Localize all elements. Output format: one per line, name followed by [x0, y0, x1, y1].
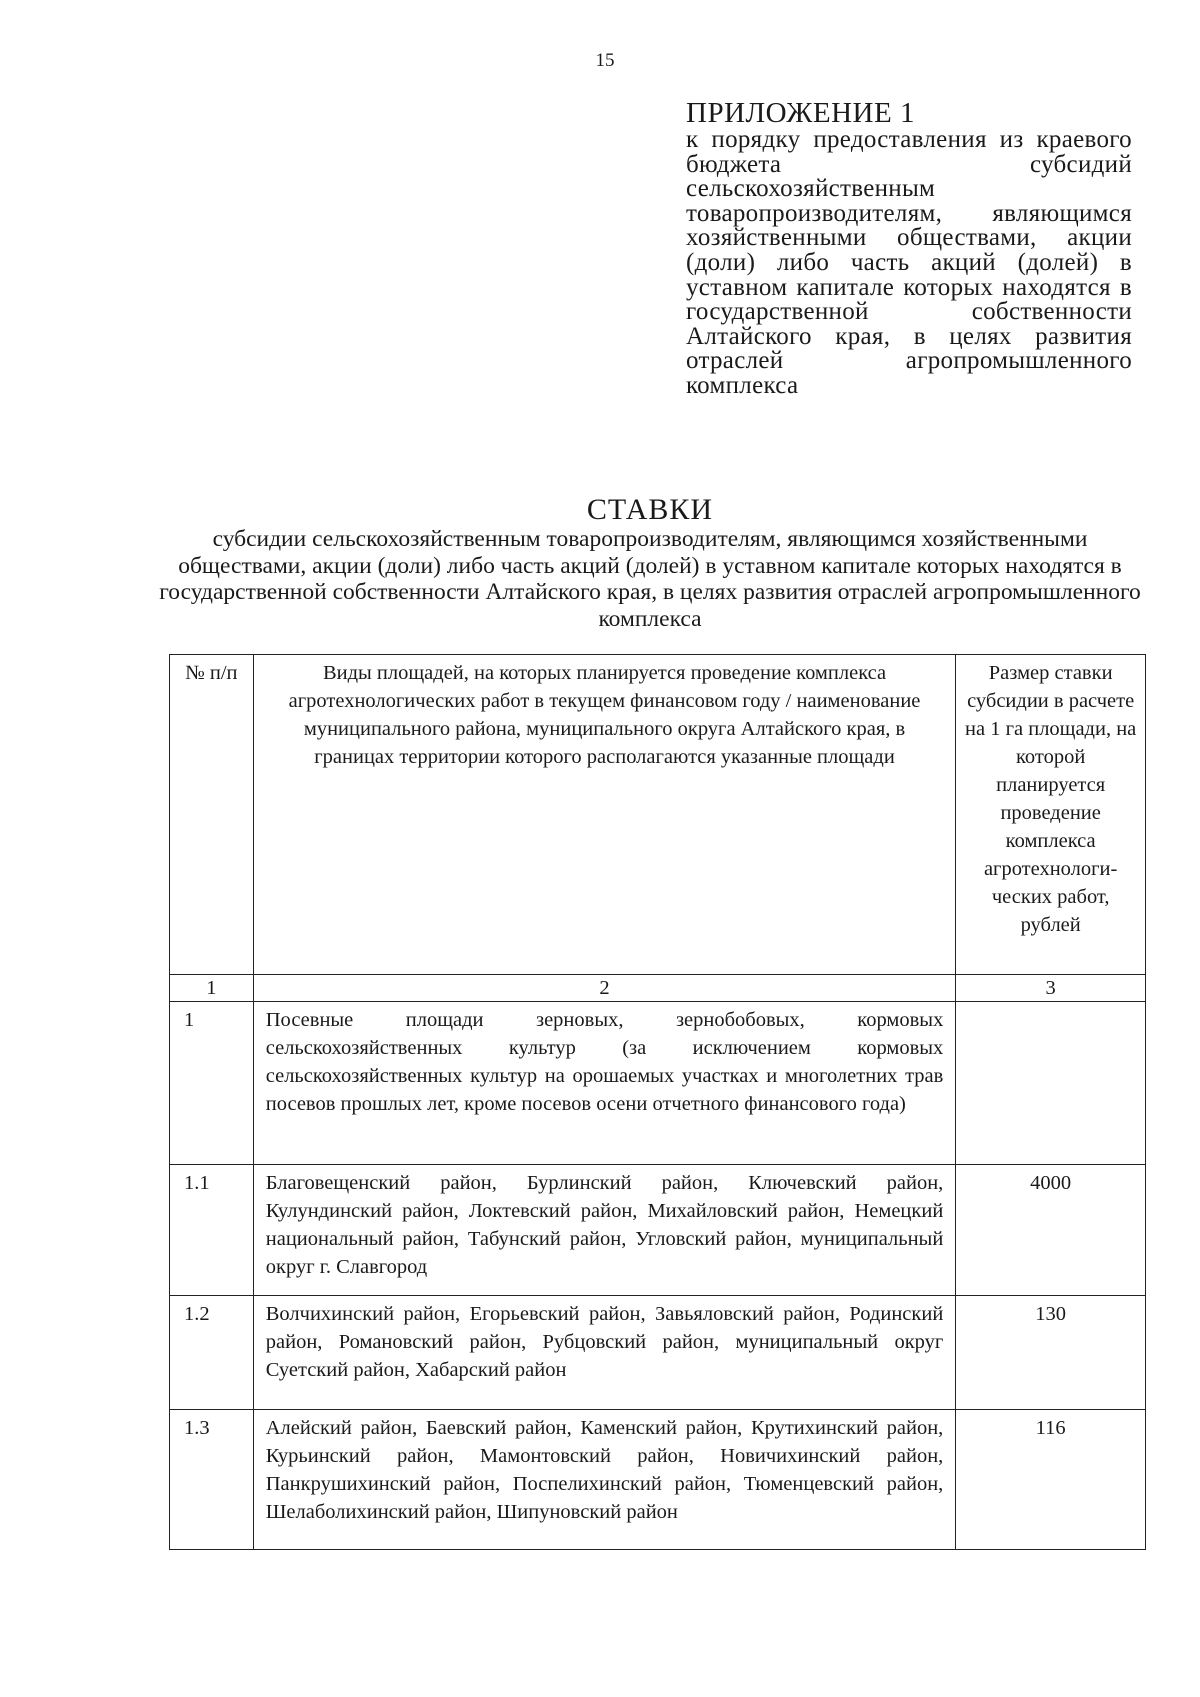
row-rate — [956, 1002, 1145, 1006]
document-heading — [150, 494, 1150, 632]
row-name: Благовещенский район, Бурлинский район, Ключевский район, Кулундинский район, Локтевский район, Михайловский район, Немецкий национальный район, Табунский район, Угловский район, муниципальный округ г. Славгород — [265, 1172, 944, 1278]
header-name-text: Виды площадей, на которых планируется проведение комплекса агротехнологических работ в текущем финансовом году / наименование муниципального района, муниципального округа Алтайского края, в границах территории которого располагаются указанные площади — [288, 662, 921, 768]
heading-subtitle: субсидии сельскохозяйственным товаропроизводителям, являющимся хозяйственными обществами, акции (доли) либо часть акций (долей) в уставном капитале которых находятся в государственной собственности Алтайского края, в целях развития отраслей агропромышленного комплекса — [159, 526, 1141, 632]
header-rate — [956, 655, 1146, 975]
header-name — [253, 655, 956, 975]
appendix-text: к порядку предоставления из краевого бюджета субсидий сельскохозяйственным товаропроизводителям, являющимся хозяйственными обществами, акции (доли) либо часть акций (долей) в уставном капитале которых находятся в государственной собственности Алтайского края, в целях развития отраслей агропромышленного комплекса — [686, 126, 1132, 399]
column-index-1: 1 — [170, 975, 254, 1002]
heading-title: СТАВКИ — [586, 493, 714, 526]
row-name: Волчихинский район, Егорьевский район, Завьяловский район, Родинский район, Романовский район, Рубцовский район, муниципальный округ Суетский район, Хабарский район — [265, 1303, 944, 1381]
header-rate-text: Размер ставки субсидии в расчете на 1 га площади, на которой планируется проведение комплекса агротехнологических работ, рублей — [965, 662, 1137, 936]
table-header-row — [170, 655, 1146, 975]
column-index-2: 2 — [253, 975, 956, 1002]
page-number: 15 — [595, 50, 615, 71]
column-index-row — [170, 975, 1146, 1002]
row-number: 1.1 — [184, 1172, 210, 1194]
column-index-3: 3 — [956, 975, 1146, 1002]
row-name: Посевные площади зерновых, зернобобовых, кормовых сельскохозяйственных культур (за исключением кормовых сельскохозяйственных культур на орошаемых участках и многолетних трав посевов прошлых лет, кроме посевов осени отчетного финансового года) — [265, 1009, 944, 1115]
row-number: 1 — [184, 1009, 195, 1031]
table-row — [170, 1002, 1146, 1165]
table-row — [170, 1296, 1146, 1410]
row-number: 1.3 — [184, 1417, 210, 1439]
row-name: Алейский район, Баевский район, Каменский район, Крутихинский район, Курьинский район, Мамонтовский район, Новичихинский район, Панкрушихинский район, Поспелихинский район, Тюменцевский район, Шелаболихинский район, Шипуновский район — [265, 1417, 944, 1523]
appendix-title: ПРИЛОЖЕНИЕ 1 — [686, 97, 915, 129]
subsidy-rates-table — [169, 654, 1146, 1550]
table-row — [170, 1165, 1146, 1296]
header-number — [170, 655, 254, 975]
row-rate: 116 — [1035, 1417, 1066, 1439]
appendix-block — [686, 98, 1132, 399]
row-number: 1.2 — [184, 1303, 210, 1325]
row-rate: 130 — [1035, 1303, 1067, 1325]
header-number-text: № п/п — [185, 662, 238, 684]
table-row — [170, 1410, 1146, 1550]
row-rate: 4000 — [1030, 1172, 1072, 1194]
